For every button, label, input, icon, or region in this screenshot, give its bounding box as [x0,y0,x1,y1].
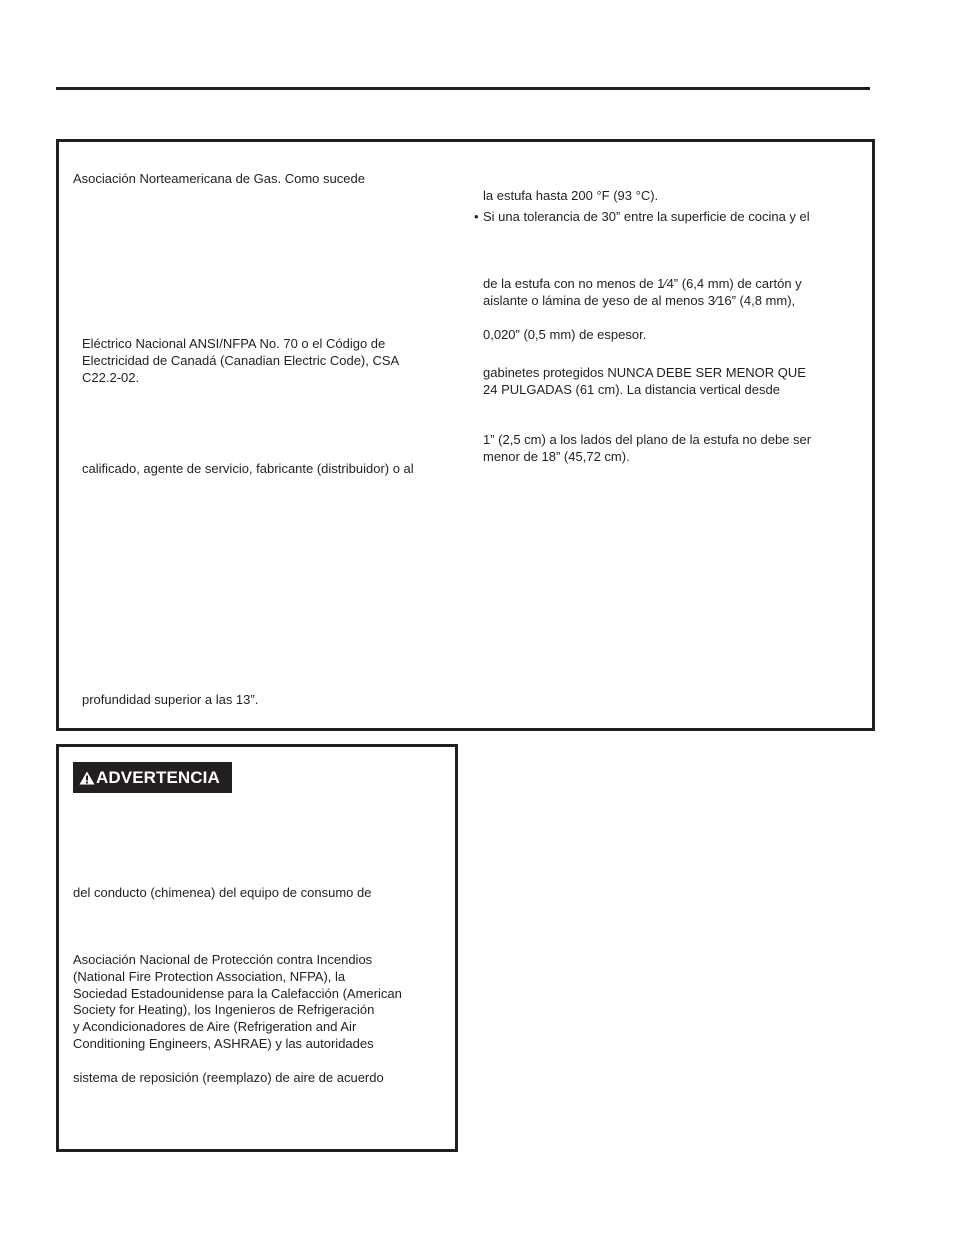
right-text-line: de la estufa con no menos de 1⁄4” (6,4 mm) de cartón y [483,276,802,291]
left-text-line: profundidad superior a las 13”. [82,692,259,707]
warning-label-text: ADVERTENCIA [96,767,220,787]
left-text-line: calificado, agente de servicio, fabricante (distribuidor) o al [82,461,414,476]
left-text-line: Electricidad de Canadá (Canadian Electric Code), CSA [82,353,400,368]
warning-text-line: Conditioning Engineers, ASHRAE) y las autoridades [73,1036,374,1051]
warning-text-line: del conducto (chimenea) del equipo de consumo de [73,885,372,900]
left-text-line: Asociación Norteamericana de Gas. Como sucede [73,171,365,186]
header-rule [56,87,870,90]
warning-text-line: sistema de reposición (reemplazo) de aire de acuerdo [73,1070,384,1085]
warning-text-line: Asociación Nacional de Protección contra Incendios [73,952,373,967]
right-text-line: la estufa hasta 200 °F (93 °C). [483,188,659,203]
warning-text-line: Sociedad Estadounidense para la Calefacción (American [73,986,402,1001]
right-text-line: gabinetes protegidos NUNCA DEBE SER MENOR QUE [483,365,806,380]
warning-text-line: (National Fire Protection Association, NFPA), la [73,969,346,984]
warning-text-line: y Acondicionadores de Aire (Refrigeration and Air [73,1019,357,1034]
warning-triangle-icon [79,771,95,785]
warning-text-line: Society for Heating), los Ingenieros de Refrigeración [73,1002,375,1017]
right-text-line: 1” (2,5 cm) a los lados del plano de la estufa no debe ser [483,432,812,447]
right-text-line: menor de 18” (45,72 cm). [483,449,630,464]
right-text-line: aislante o lámina de yeso de al menos 3⁄16” (4,8 mm), [483,293,796,308]
right-text-line: Si una tolerancia de 30” entre la superficie de cocina y el [483,209,810,224]
right-text-line: 24 PULGADAS (61 cm). La distancia vertical desde [483,382,780,397]
warning-label [73,762,232,793]
left-text-line: C22.2-02. [82,370,140,385]
warning-box [56,744,458,1152]
left-text-line: Eléctrico Nacional ANSI/NFPA No. 70 o el Código de [82,336,386,351]
bullet-marker: • [474,209,479,224]
right-text-line: 0,020” (0,5 mm) de espesor. [483,327,647,342]
